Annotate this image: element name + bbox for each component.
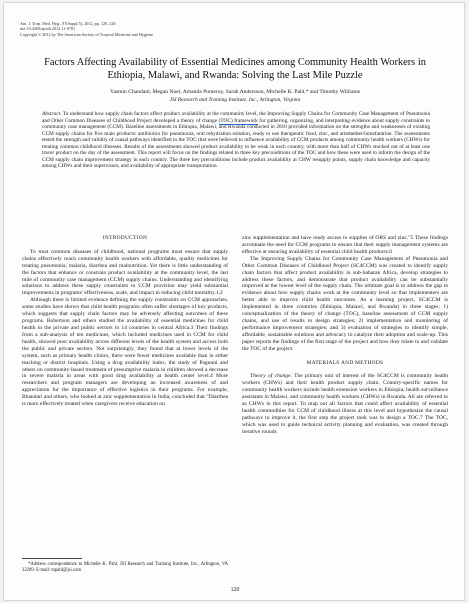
correspondence-note: *Address correspondence to Michelle K. Pahl, JSI Research and Training Institute, Inc., Arlington, VA 22209. E-mail: mpahl@jsi.com: [22, 562, 228, 573]
left-column: [22, 235, 228, 408]
intro-paragraph: The Improving Supply Chains for Community Case Management of Pneumonia and Other Common Diseases of Childhood Project (SC4CCM) was created to identify supply chain factors that affect product availability in sub-Saharan Africa, develop strategies to address these factors, and demonstrate that product availability can be substantially improved at the lowest level of the supply chain. The ultimate goal is to address the gap in evidence about how supply chains work at the community level so that implementers are better able to improve child health outcomes. As a learning project, SC4CCM is implemented in three countries (Ethiopia, Malawi, and Rwanda) in three stages: 1) conceptualization of the theory of change (TOC), baseline assessment of CCM supply chains, and use of results to design strategies; 2) implementation and monitoring of performance improvement strategies; and 3) evaluation of strategies to identify simple, affordable, sustainable solutions and advocacy to catalyze their adoption and scale-up. This paper reports the findings of the first stage of the project and how they relate to and validate the TOC of the project.: [242, 255, 448, 352]
intro-paragraph: To treat common diseases of childhood, national programs must ensure that supply chains effectively reach community health workers with affordable, quality medicines for treating pneumonia, malaria, diarrhea and malnutrition. Yet there is little understanding of the factors that enhance or constrain product availability at the community level, the last mile of community case management (CCM) supply chains. Understanding and identifying solutions to address these supply constraints to CCM provision may yield substantial improvements in programs' effectiveness, scale, and impact in reducing child mortality.1,2: [22, 248, 228, 297]
section-heading-methods: MATERIALS AND METHODS: [306, 359, 384, 366]
copyright: Copyright © 2012 by The American Society of Tropical Medicine and Hygiene: [20, 31, 154, 37]
right-column: [242, 235, 448, 436]
journal-header: [20, 21, 153, 37]
affiliation: JSI Research and Training Institute, Inc., Arlington, Virginia: [169, 97, 301, 103]
doi: doi:10.4269/ajtmh.2012.11-0781: [20, 26, 76, 32]
methods-text: The primary unit of interest of the SC4CCM is community health workers (CHWs) and their health product supply chain. Country-specific names for community health workers include health extension workers in Ethiopia, health surveillance assistants in Malawi, and community health workers (CHWs) in Rwanda. All are referred to as CHWs in this report. To map out all factors that could affect availability of essential health commodities for CCM of childhood illness at this level and hypothesize the causal pathways to improve it, the first step the project took was to design a TOC.7 The TOC, which was used to guide technical activity planning and evaluation, was created through iterative rounds: [242, 373, 448, 435]
intro-paragraph: Although there is limited evidence defining the supply constraints on CCM approaches, some studies have shown that child health programs often suffer shortages of key products, which suggests that supply chain factors may be adversely affecting outcomes of these programs. Robertson and others studied the availability of essential medicines for child health in the private and public sectors in 14 countries in central Africa.3 Their findings from a sub-analysis of ten medicines, which included medicines used in CCM for child health, showed poor availability across different levels of the health system and access both the public and private sectors. Not surprisingly, they found that at lower levels of the system, such as primary health clinics, there were fewer medicines available than in either teaching or district hospitals. Using a drug availability index, the study of Pagnoni and others on community-based treatment of presumptive malaria in children showed a decrease in severe malaria in areas with good drug availability at health center level.4 More researchers and program managers are developing an increased awareness of and appreciation for the importance of effective logistics in their programs. For example, Bhandari and others, who looked at zinc supplementation in India, concluded that "Diarrhea is more effectively treated when caregivers receive education on: [22, 297, 228, 408]
section-heading-introduction: INTRODUCTION: [102, 235, 148, 241]
abstract: [42, 111, 430, 170]
abstract-highlight: (TOC) framework: [218, 117, 258, 124]
abstract-text-start: To understand how supply chain factors affect product availability at the community level, the Improving Supply Chains for Community Case Management of Pneumonia and Other Common Diseases of Childhood Project developed a theory of change: [42, 111, 430, 124]
journal-page: [3, 2, 465, 601]
author-list: Yasmin Chandani, Megan Noel, Amanda Pomeroy, Sarah Andersson, Michelle K. Pahl,* and Timothy Williams: [110, 89, 360, 95]
footnote: [22, 562, 228, 574]
footnote-rule: [22, 558, 82, 559]
run-in-heading: Theory of change.: [250, 373, 292, 380]
intro-continued: zinc supplementation and have ready access to supplies of ORS and zinc."5 These findings accentuate the need for CCM programs to ensure that their supply management systems are effective at ensuring availability of essential child health products.6: [242, 235, 448, 255]
abstract-label: Abstract.: [42, 111, 62, 117]
journal-citation: Am. J. Trop. Med. Hyg., 87(Suppl 5), 2012, pp. 120–126: [20, 21, 116, 26]
methods-paragraph: [242, 373, 448, 435]
abstract-text-rest: for gathering, organizing, and interpreting evidence about supply constraints to community case management (CCM). Baseline assessments in Ethiopia, Malawi, and Rwanda conducted in 2010 provided information on the strengths and weaknesses of existing CCM supply chains for five main products: antibiotics for pneumonia, oral rehydration solution, ready to use therapeutic food, zinc, and artemether/lumefantrine. The assessments tested the strength and validity of causal pathways identified in the TOC that were believed to influence availability of CCM products among community health workers (CHWs) for treating common childhood illnesses. Results of the assessments showed product availability to be weak in each country, with more than half of CHWs stocked out of at least one tracer product on the day of the assessment. This report will focus on the findings related to three key preconditions of the TOC and how these were used to inform the design of the CCM supply chain improvement strategy in each country. The three key preconditions include product availability at CHW resupply points, supply chain knowledge and capacity among CHWs and their supervisors, and availability of appropriate transportation.: [42, 117, 431, 170]
article-title: Factors Affecting Availability of Essential Medicines among Community Health Workers in Ethiopia, Malawi, and Rwanda: Solving the Last Mile Puzzle: [44, 57, 426, 81]
page-number: 120: [230, 587, 240, 593]
